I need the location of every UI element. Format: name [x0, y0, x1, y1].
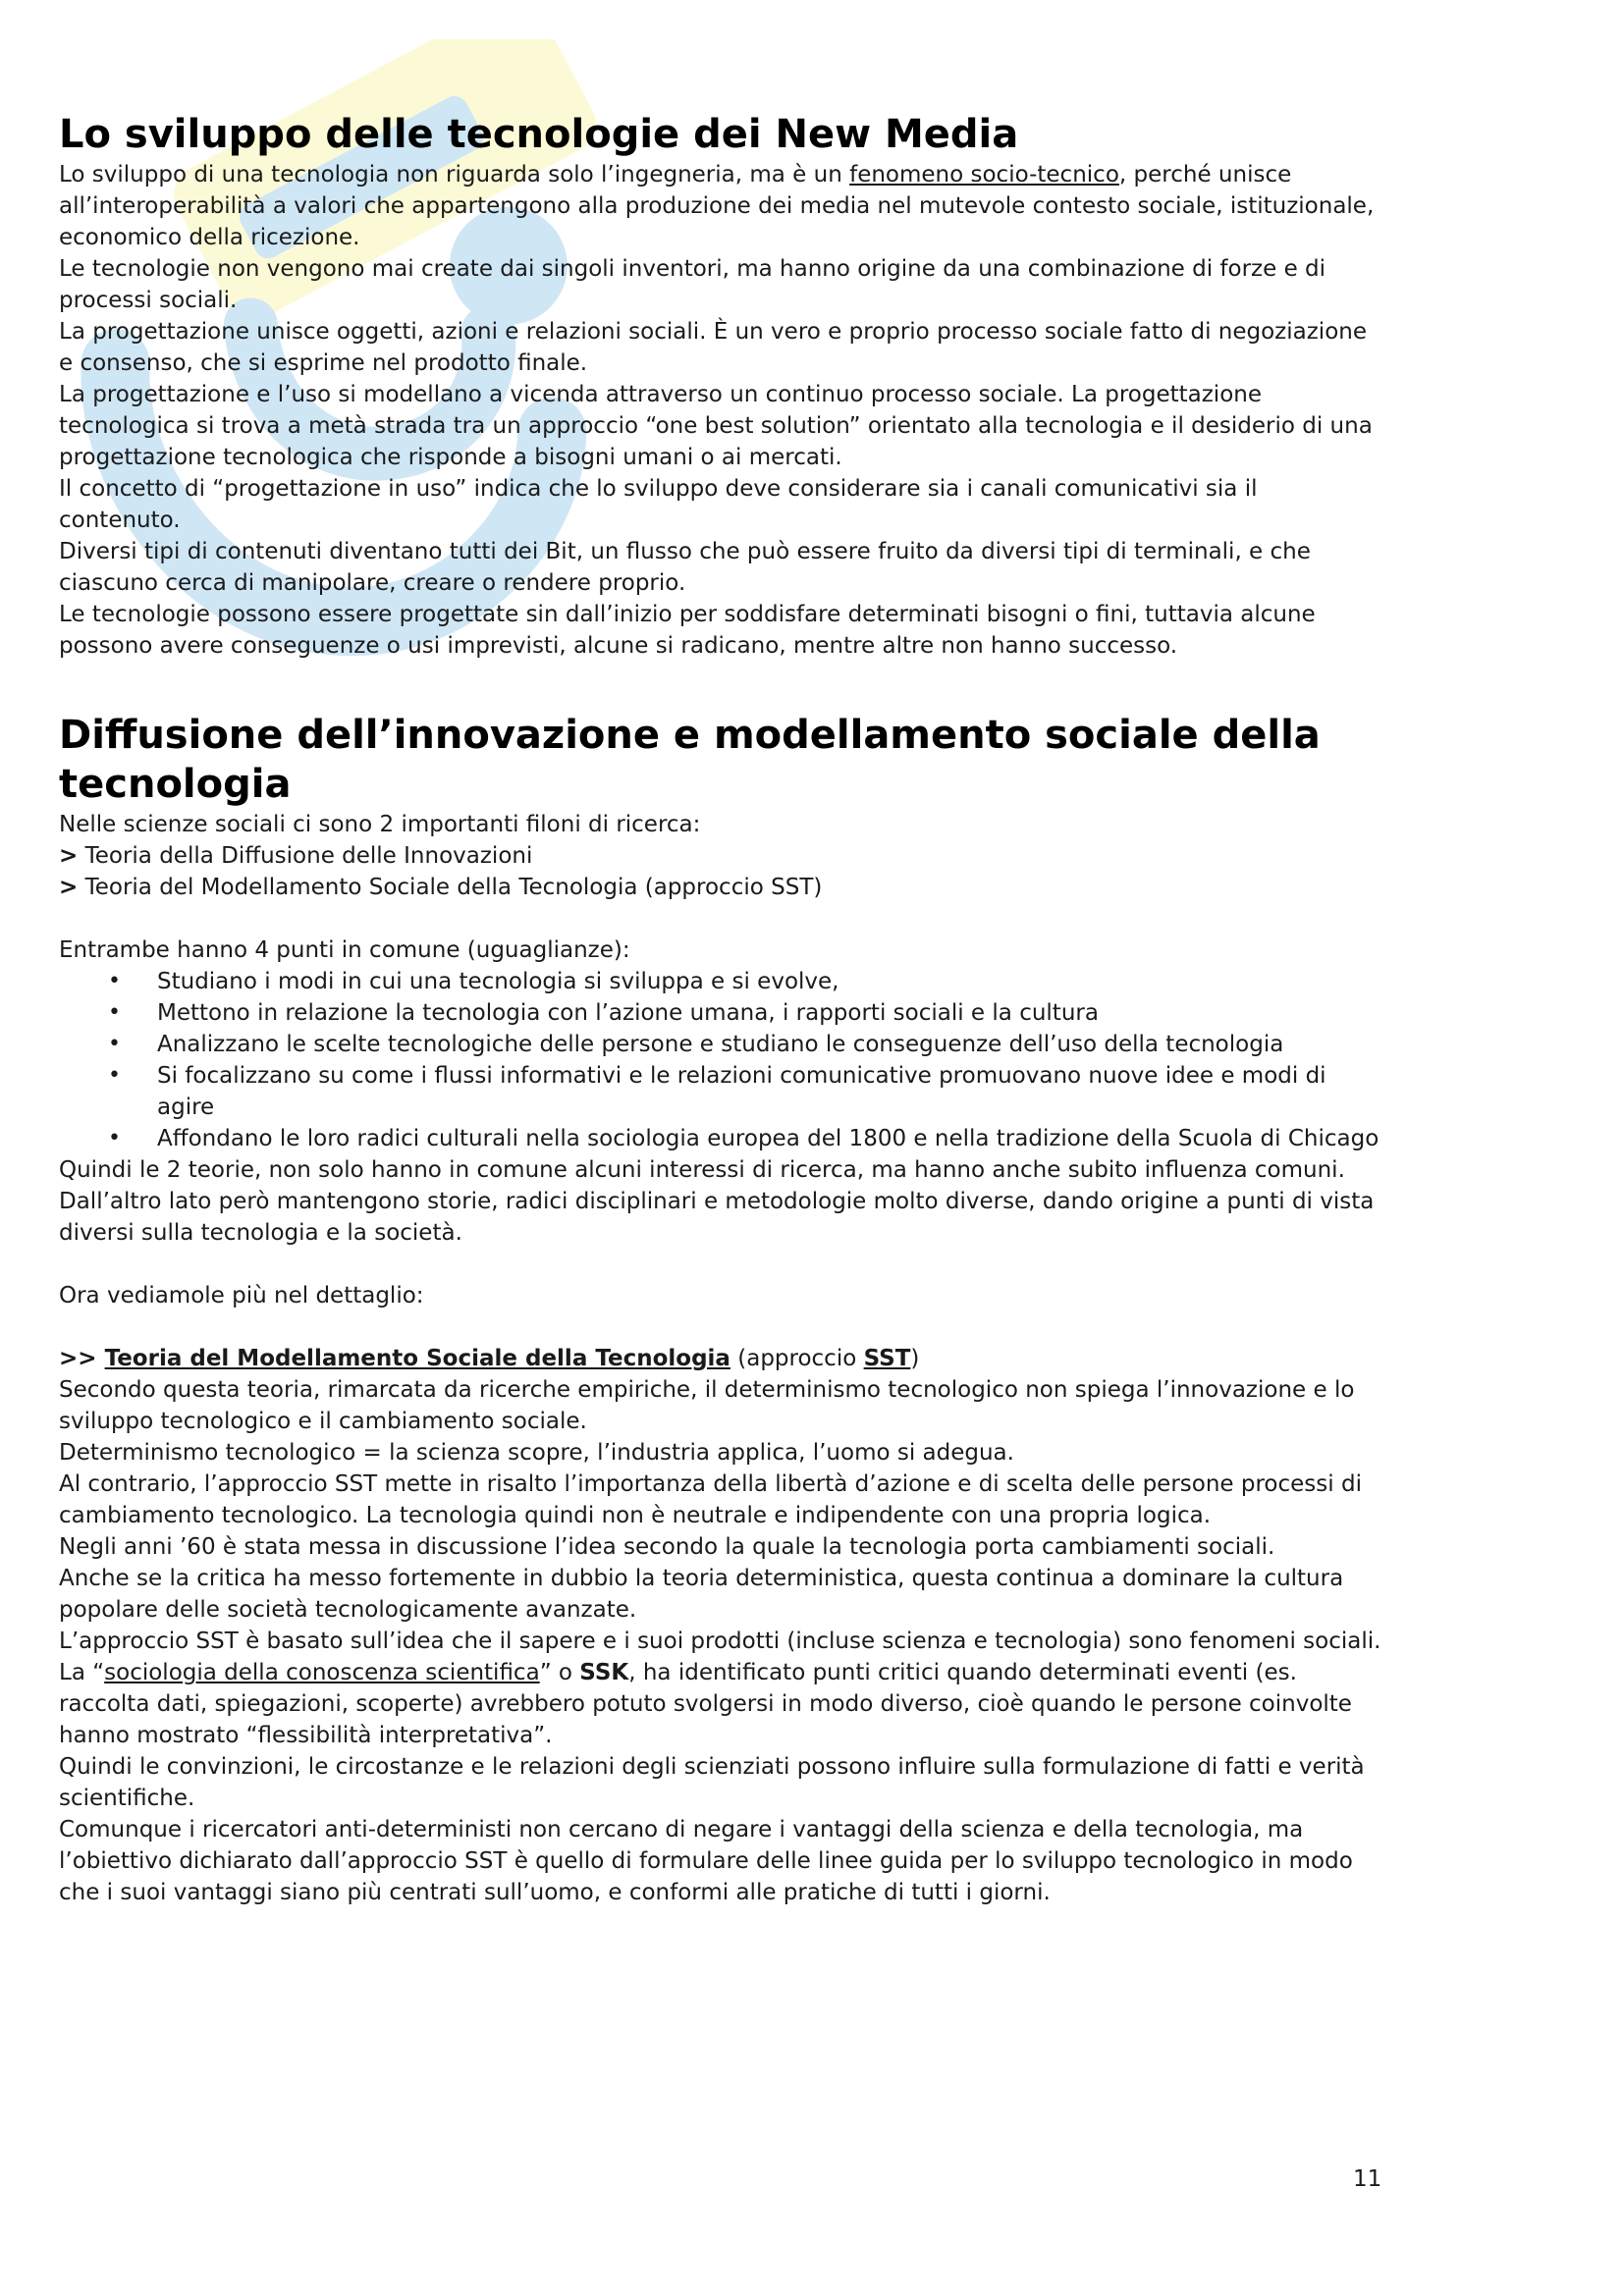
bold-term: SSK [579, 1660, 629, 1685]
section-diffusione-body [59, 809, 1384, 1908]
bullet-icon: • [108, 1032, 121, 1056]
bullet-icon: • [108, 1000, 121, 1025]
paragraph: Nelle scienze sociali ci sono 2 importanti filoni di ricerca: [59, 812, 701, 837]
paragraph: Quindi le convinzioni, le circostanze e le relazioni degli scienziati possono influire sulla formulazione di fatti e verità scientifiche. [59, 1754, 1365, 1811]
section-title-new-media: Lo sviluppo delle tecnologie dei New Media [59, 112, 1019, 157]
section-new-media-body [59, 159, 1384, 662]
bullet-icon: • [108, 969, 121, 993]
text-run: Teoria del Modellamento Sociale della Tecnologia (approccio SST) [78, 875, 823, 900]
list-item [59, 1123, 1384, 1154]
paragraph: Diversi tipi di contenuti diventano tutti dei Bit, un flusso che può essere fruito da diversi tipi di terminali, e che ciascuno cerca di manipolare, creare o rendere proprio. [59, 539, 1311, 596]
subsection-abbr: SST [863, 1346, 911, 1371]
text-run: Teoria della Diffusione delle Innovazioni [78, 843, 533, 869]
arrow-marker: > [59, 875, 79, 900]
filone-item [59, 840, 1384, 872]
paragraph: Ora vediamole più nel dettaglio: [59, 1283, 424, 1308]
text-run: ) [910, 1346, 920, 1371]
text-run: Lo sviluppo di una tecnologia non riguarda solo l’ingegneria, ma è un [59, 162, 850, 187]
underlined-term: fenomeno socio-tecnico [849, 162, 1119, 187]
text-run: Si focalizzano su come i flussi informativi e le relazioni comunicative promuovano nuove idee e modi di agire [157, 1063, 1326, 1120]
bullet-icon: • [108, 1063, 121, 1088]
paragraph: Al contrario, l’approccio SST mette in risalto l’importanza della libertà d’azione e di scelta delle persone processi di cambiamento tecnologico. La tecnologia quindi non è neutrale e indipendente con una propria logica. [59, 1471, 1362, 1528]
paragraph: Determinismo tecnologico = la scienza scopre, l’industria applica, l’uomo si adegua. [59, 1440, 1014, 1466]
filone-item [59, 872, 1384, 903]
document-page [59, 110, 1384, 1908]
list-item [59, 966, 1384, 997]
text-run: Analizzano le scelte tecnologiche delle persone e studiano le conseguenze dell’uso della tecnologia [157, 1032, 1284, 1057]
text-run: Studiano i modi in cui una tecnologia si sviluppa e si evolve, [157, 969, 839, 994]
paragraph: Le tecnologie non vengono mai create dai singoli inventori, ma hanno origine da una combinazione di forze e di processi sociali. [59, 256, 1326, 313]
paragraph: Dall’altro lato però mantengono storie, radici disciplinari e metodologie molto diverse, dando origine a punti di vista diversi sulla tecnologia e la società. [59, 1189, 1375, 1246]
subsection-title: Teoria del Modellamento Sociale della Tecnologia [104, 1346, 730, 1371]
paragraph: La progettazione e l’uso si modellano a vicenda attraverso un continuo processo sociale. La progettazione tecnologica si trova a metà strada tra un approccio “one best solution” orientato alla tecnologia e il desiderio di una progettazione tecnologica che risponde a bisogni umani o ai mercati. [59, 382, 1373, 470]
text-run: , ha identificato punti critici quando determinati eventi (es. raccolta dati, spiegazioni, scoperte) avrebbero potuto svolgersi in modo diverso, cioè quando le persone coinvolte hanno mostrato “flessibilità interpretativa”. [59, 1660, 1352, 1748]
paragraph: Comunque i ricercatori anti-deterministi non cercano di negare i vantaggi della scienza e della tecnologia, ma l’obiettivo dichiarato dall’approccio SST è quello di formulare delle linee guida per lo sviluppo tecnologico in modo che i suoi vantaggi siano più centrati sull’uomo, e conformi alle pratiche di tutti i giorni. [59, 1817, 1353, 1905]
spacer [59, 1249, 1384, 1280]
double-arrow-marker: >> [59, 1346, 105, 1371]
text-run: , perché unisce all’interoperabilità a valori che appartengono alla produzione dei media nel mutevole contesto sociale, istituzionale, economico della ricezione. [59, 162, 1375, 250]
page-number: 11 [1353, 2166, 1382, 2192]
section-title-diffusione: Diffusione dell’innovazione e modellamento sociale della tecnologia [59, 713, 1321, 807]
paragraph: L’approccio SST è basato sull’idea che il sapere e i suoi prodotti (incluse scienza e tecnologia) sono fenomeni sociali. [59, 1629, 1381, 1654]
paragraph [59, 1657, 1384, 1751]
paragraph: Le tecnologie possono essere progettate sin dall’inizio per soddisfare determinati bisogni o fini, tuttavia alcune possono avere conseguenze o usi imprevisti, alcune si radicano, mentre altre non hanno successo. [59, 602, 1316, 659]
paragraph: Secondo questa teoria, rimarcata da ricerche empiriche, il determinismo tecnologico non spiega l’innovazione e lo sviluppo tecnologico e il cambiamento sociale. [59, 1377, 1355, 1434]
underlined-term: sociologia della conoscenza scientifica [104, 1660, 540, 1685]
text-run: ” o [539, 1660, 580, 1685]
text-run: (approccio [730, 1346, 864, 1371]
arrow-marker: > [59, 843, 79, 869]
paragraph [59, 159, 1384, 253]
bullet-icon: • [108, 1126, 121, 1150]
spacer [59, 903, 1384, 934]
paragraph: La progettazione unisce oggetti, azioni e relazioni sociali. È un vero e proprio processo sociale fatto di negoziazione e consenso, che si esprime nel prodotto finale. [59, 319, 1368, 376]
subsection-heading [59, 1343, 1384, 1374]
paragraph: Quindi le 2 teorie, non solo hanno in comune alcuni interessi di ricerca, ma hanno anche subito influenza comuni. [59, 1157, 1345, 1183]
bullet-list [59, 966, 1384, 1154]
paragraph: Entrambe hanno 4 punti in comune (uguaglianze): [59, 937, 630, 963]
paragraph: Il concetto di “progettazione in uso” indica che lo sviluppo deve considerare sia i canali comunicativi sia il contenuto. [59, 476, 1258, 533]
paragraph: Negli anni ’60 è stata messa in discussione l’idea secondo la quale la tecnologia porta cambiamenti sociali. [59, 1534, 1275, 1560]
paragraph: Anche se la critica ha messo fortemente in dubbio la teoria deterministica, questa continua a dominare la cultura popolare delle società tecnologicamente avanzate. [59, 1566, 1344, 1623]
list-item [59, 997, 1384, 1029]
text-run: Affondano le loro radici culturali nella sociologia europea del 1800 e nella tradizione della Scuola di Chicago [157, 1126, 1380, 1151]
list-item [59, 1029, 1384, 1060]
text-run: La “ [59, 1660, 105, 1685]
list-item [59, 1060, 1384, 1123]
text-run: Mettono in relazione la tecnologia con l’azione umana, i rapporti sociali e la cultura [157, 1000, 1099, 1026]
